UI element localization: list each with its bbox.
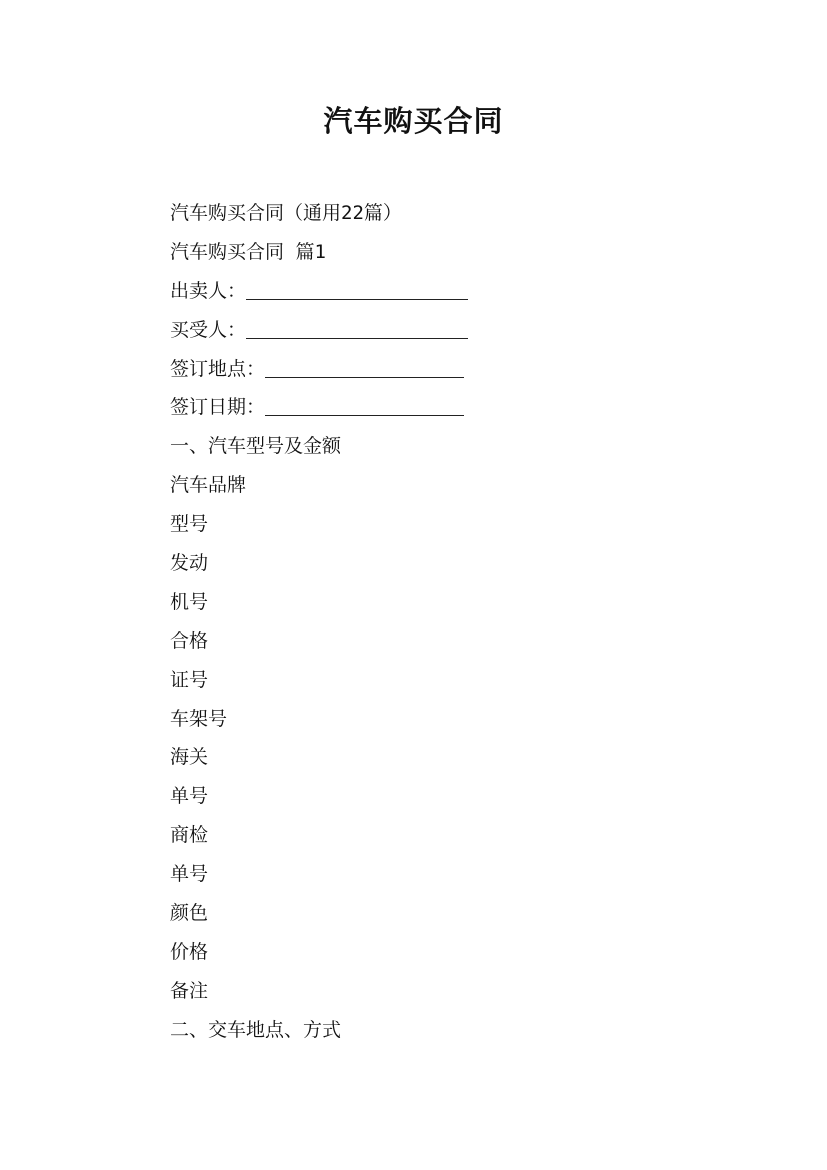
- section-heading: 汽车购买合同 篇1: [170, 240, 326, 263]
- list-item: 单号: [170, 863, 209, 886]
- list-item: 备注: [170, 979, 209, 1002]
- list-item: 型号: [170, 513, 209, 536]
- seller-field: [170, 272, 690, 311]
- place-field: [170, 350, 690, 389]
- document-body: [170, 194, 690, 1050]
- seller-label: 出卖人：: [170, 279, 247, 302]
- buyer-blank-line: [246, 318, 468, 339]
- list-item: 海关: [170, 746, 209, 769]
- list-item: 颜色: [170, 902, 209, 925]
- buyer-label: 买受人：: [170, 318, 247, 341]
- list-item: 发动: [170, 552, 209, 575]
- list-item: 汽车品牌: [170, 474, 247, 497]
- document-title: 汽车购买合同: [323, 104, 504, 138]
- date-blank-line: [265, 395, 464, 416]
- list-item: 商检: [170, 824, 209, 847]
- clause-two-heading: 二、交车地点、方式: [170, 1018, 342, 1041]
- list-item: 车架号: [170, 707, 228, 730]
- list-item: 单号: [170, 785, 209, 808]
- place-blank-line: [265, 357, 464, 378]
- date-label: 签订日期：: [170, 396, 266, 419]
- place-label: 签订地点：: [170, 357, 266, 380]
- clause-one-heading: 一、汽车型号及金额: [170, 435, 342, 458]
- buyer-field: [170, 311, 690, 350]
- document-subtitle: 汽车购买合同（通用22篇）: [170, 202, 402, 224]
- list-item: 证号: [170, 668, 209, 691]
- list-item: 价格: [170, 940, 209, 963]
- date-field: [170, 388, 690, 427]
- seller-blank-line: [246, 279, 468, 300]
- list-item: 合格: [170, 629, 209, 652]
- list-item: 机号: [170, 590, 209, 613]
